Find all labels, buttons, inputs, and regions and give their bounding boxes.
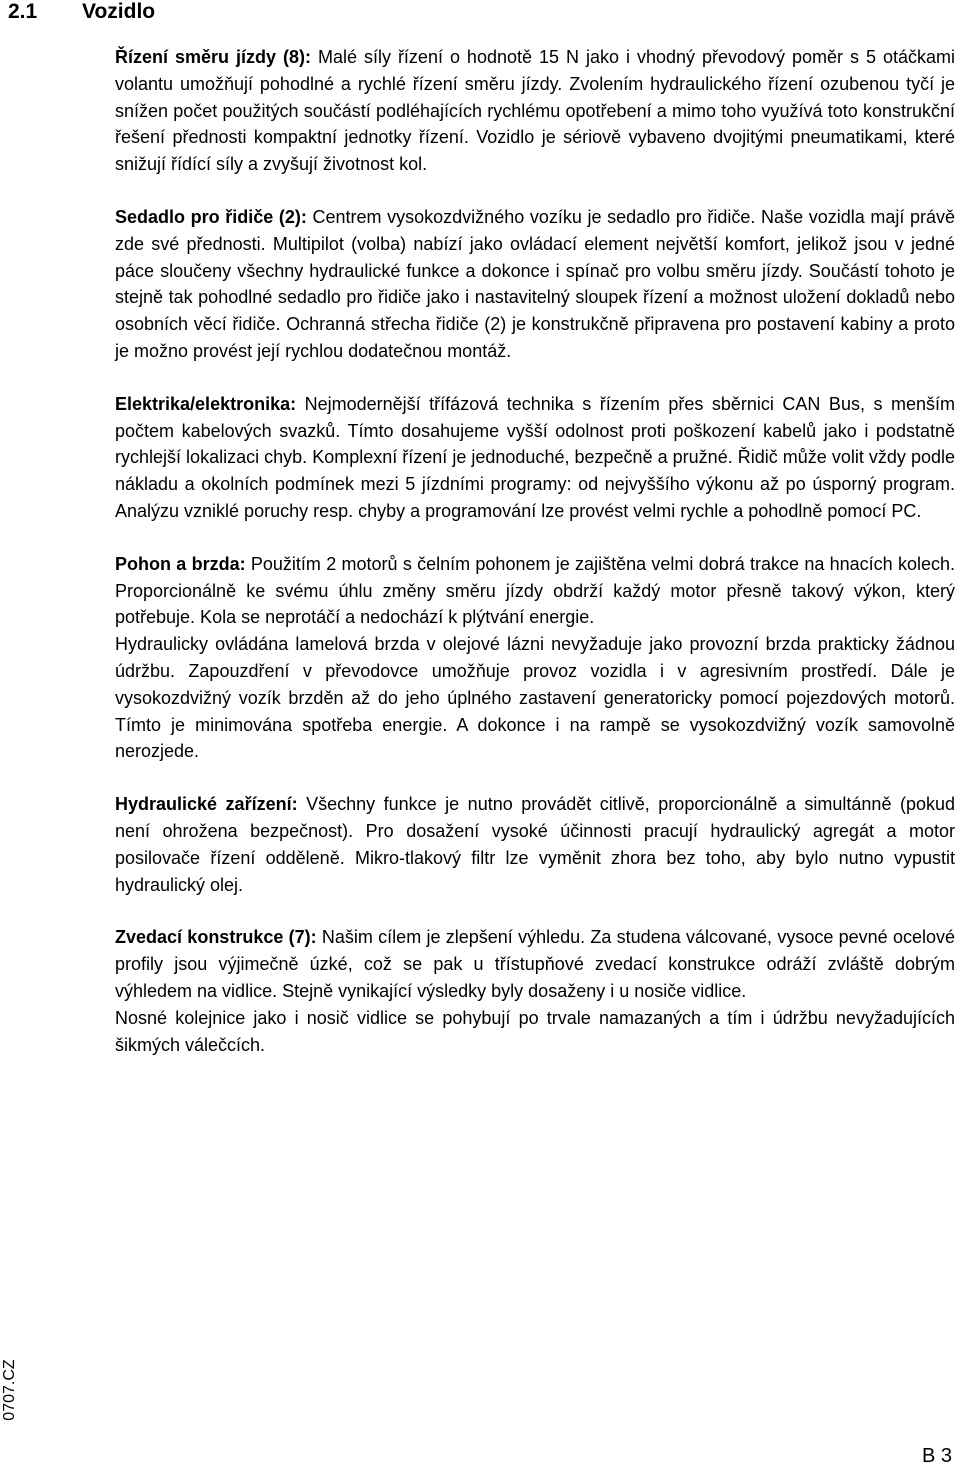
page-number: B 3 [921,1445,952,1467]
paragraph-lead: Hydraulické zařízení: [115,794,298,815]
paragraph-text: Nosné kolejnice jako i nosič vidlice se pohybují po trvale namazaných a tím i údržbu nevyžadujících šikmých válečcích. [115,1007,955,1055]
paragraph-steering [115,44,955,178]
paragraph-lead: Řízení směru jízdy (8): [115,47,311,67]
paragraph-brake-detail [115,631,955,765]
paragraph-rails [115,1005,955,1059]
paragraph-lifting-frame [115,924,955,1004]
paragraph-drive-brake [115,551,955,631]
paragraph-text: Hydraulicky ovládána lamelová brzda v olejové lázni nevyžaduje jako provozní brzda prakticky žádnou údržbu. Zapouzdření v převodovce umožňuje provoz vozidla i v agresivním prostředí. Dále je vysokozdvižný vozík brzděn až do jeho úplného zastavení generatoricky pomocí pojezdových motorů. Tímto je minimována spotřeba energie. A dokonce i na rampě se vysokozdvižný vozík samovolně nerozjede. [115,634,955,762]
paragraph-hydraulics [115,791,955,898]
paragraph-lead: Pohon a brzda: [115,553,246,574]
paragraph-lead: Elektrika/elektronika: [115,393,297,414]
paragraph-text: Našim cílem je zlepšení výhledu. Za studena válcované, vysoce pevné ocelové profily jsou výjimečně úzké, což se pak u třístupňové zvedací konstrukce odráží zvláště dobrým výhledem na vidlice. Stejně vynikající výsledky byly dosaženy i u nosiče vidlice. [115,927,955,1001]
section-title: Vozidlo [82,0,156,23]
document-code-text: 0707.CZ [1,1359,18,1421]
section-heading [8,0,155,26]
paragraph-electronics [115,391,955,525]
paragraph-text: Použitím 2 motorů s čelním pohonem je zajištěna velmi dobrá trakce na hnacích kolech. Proporcionálně ke svému úhlu změny směru jízdy obdrží každý motor přesně takový výkon, který potřebuje. Kola se neprotáčí a nedochází k plýtvání energie. [115,553,956,628]
paragraph-text: Malé síly řízení o hodnotě 15 N jako i vhodný převodový poměr s 5 otáčkami volantu umožňují pohodlné a rychlé řízení směru jízdy. Zvolením hydraulického řízení ozubenou tyčí je snížen počet použitých součástí podléhajících rychlému opotřebení a mimo toho využívá toto konstrukční řešení přednosti kompaktní jednotky řízení. Vozidlo je sériově vybaveno dvojitými pneumatikami, které snižují řídící síly a zvyšují životnost kol. [115,47,955,175]
document-body [115,44,955,1058]
document-code [0,1350,20,1430]
paragraph-lead: Zvedací konstrukce (7): [115,927,317,948]
paragraph-text: Nejmodernější třífázová technika s řízením přes sběrnici CAN Bus, s menším počtem kabelových svazků. Tímto dosahujeme vyšší odolnost proti poškození kabelů jako i podstatně rychlejší lokalizaci chyb. Komplexní řízení je jednoduché, bezpečně a pružné. Řidič může volit vždy podle nákladu a okolních podmínek mezi 5 jízdními programy: od nejvyššího výkonu až po úsporný program. Analýzu vzniklé poruchy resp. chyby a programování lze provést velmi rychle a pohodlně pomocí PC. [115,393,955,521]
paragraph-driver-seat [115,204,955,365]
paragraph-lead: Sedadlo pro řidiče (2): [115,206,307,227]
section-number: 2.1 [8,0,38,23]
paragraph-text: Centrem vysokozdvižného vozíku je sedadlo pro řidiče. Naše vozidla mají právě zde své přednosti. Multipilot (volba) nabízí jako ovládací element největší komfort, jelikož jsou v jedné páce sloučeny všechny hydraulické funkce a dokonce i spínač pro volbu směru jízdy. Součástí tohoto je stejně tak pohodlné sedadlo pro řidiče jako i nastavitelný sloupek řízení a možnost uložení dokladů nebo osobních věcí řidiče. Ochranná střecha řidiče (2) je konstrukčně připravena pro postavení kabiny a proto je možno provést její rychlou dodatečnou montáž. [115,206,955,361]
paragraph-text: Všechny funkce je nutno provádět citlivě, proporcionálně a simultánně (pokud není ohrožena bezpečnost). Pro dosažení vysoké účinnosti pracují hydraulický agregát a motor posilovače řízení odděleně. Mikro-tlakový filtr lze vyměnit zhora bez toho, aby bylo nutno vypustit hydraulický olej. [115,794,955,895]
